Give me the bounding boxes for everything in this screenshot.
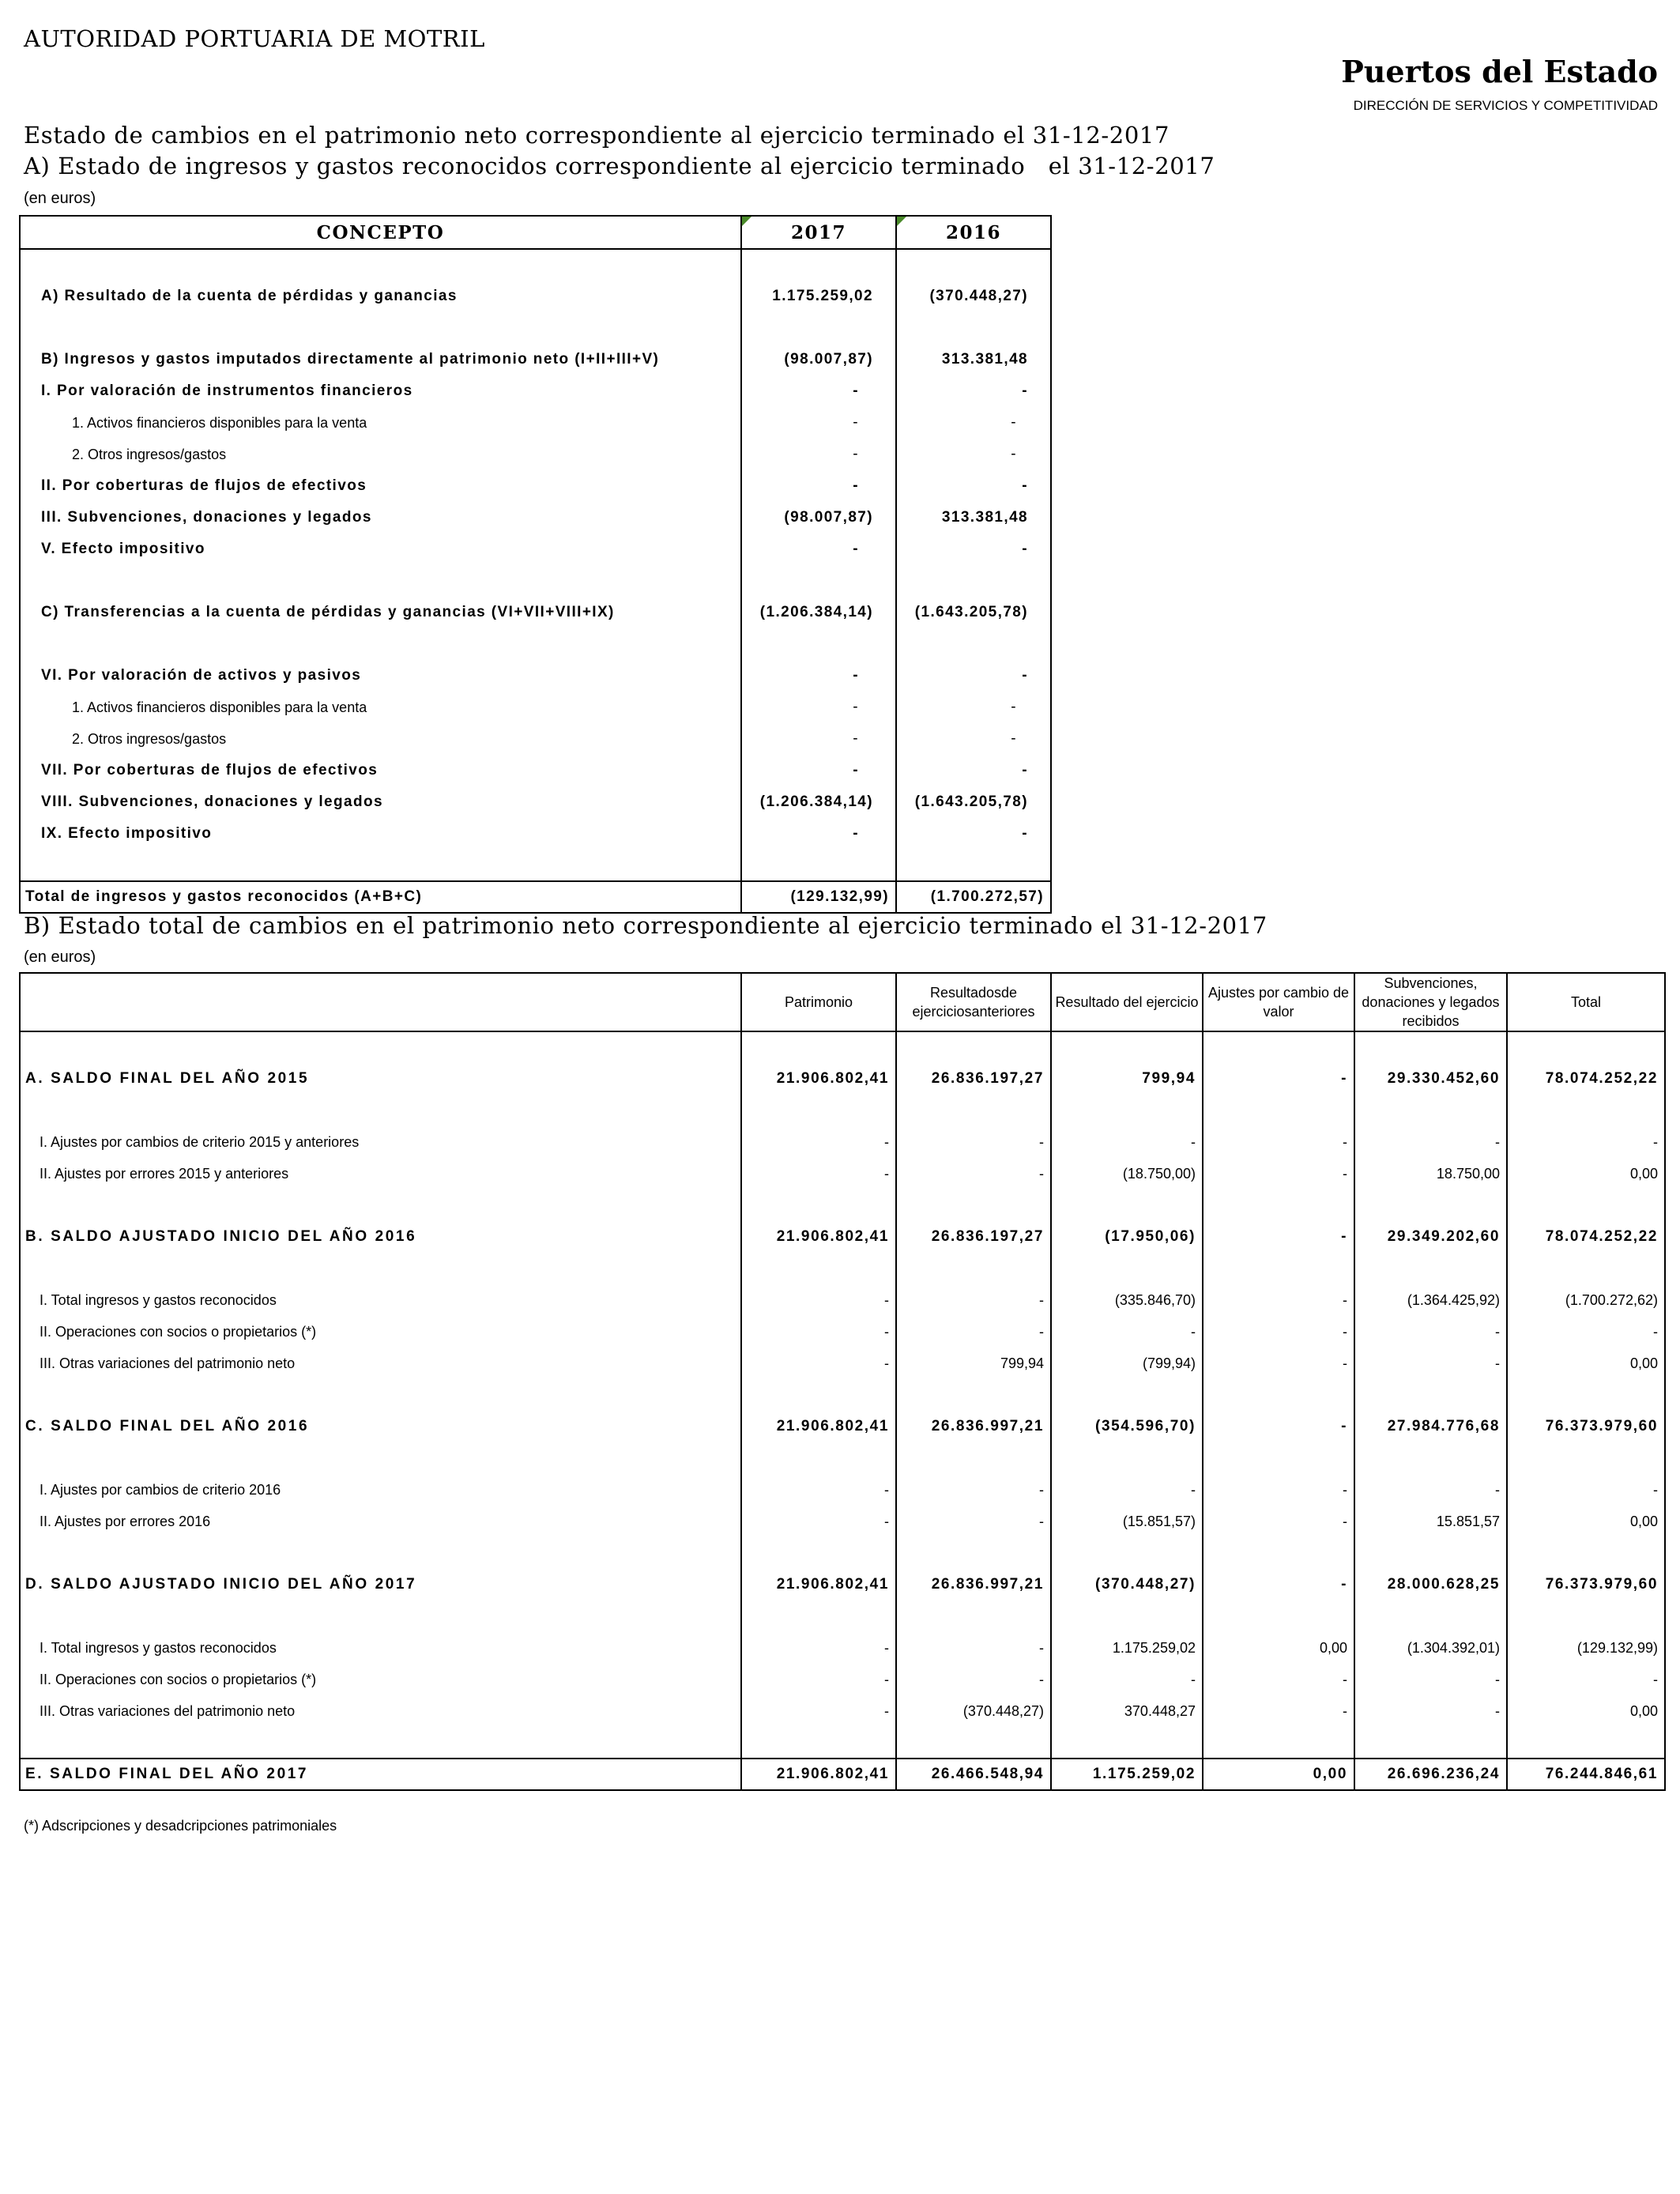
row-label: II. Ajustes por errores 2015 y anteriores [40,1165,289,1182]
spacer [741,312,896,344]
row-value-2017: (1.206.384,14) [741,786,896,818]
row-value: - [741,1316,896,1348]
row-value: - [896,1506,1051,1537]
spacer [1354,1095,1507,1126]
brand-title: Puertos del Estado [1341,54,1658,89]
row-value-2016: - [1022,667,1028,684]
row-value: 26.836.997,21 [896,1411,1051,1442]
spacer [20,1600,741,1632]
comment-marker-icon [742,217,751,226]
row-value-2017: - [741,407,896,439]
row-value: (17.950,06) [1051,1221,1203,1253]
spacer [1354,1379,1507,1411]
row-label: 2. Otros ingresos/gastos [20,723,741,755]
row-value: - [741,1474,896,1506]
row-value: (15.851,57) [1051,1506,1203,1537]
balance-row-label: E. SALDO FINAL DEL AÑO 2017 [20,1759,741,1790]
row-value: 1.175.259,02 [1051,1632,1203,1664]
row-value: 76.373.979,60 [1507,1411,1665,1442]
row-value-2017: - [741,692,896,723]
row-value: (335.846,70) [1051,1284,1203,1316]
header-resultado-ejercicio: Resultado del ejercicio [1051,973,1203,1031]
row-label: B) Ingresos y gastos imputados directamente al patrimonio neto (I+II+III+V) [20,344,741,375]
row-label: I. Por valoración de instrumentos financieros [20,375,741,407]
row-value: - [1354,1474,1507,1506]
row-label: 1. Activos financieros disponibles para la venta [20,407,741,439]
header-concept-empty [20,973,741,1031]
row-label: II. Operaciones con socios o propietarios (*) [40,1323,317,1340]
spacer [896,628,1051,660]
spacer [20,565,741,597]
footnote: (*) Adscripciones y desadcripciones patrimoniales [24,1818,337,1834]
spacer [741,850,896,881]
row-label: VII. Por coberturas de flujos de efectivos [20,755,741,786]
spacer [1354,1253,1507,1284]
row-value-2016: - [1011,414,1017,431]
spacer [1051,1442,1203,1474]
spacer [1203,1537,1354,1569]
row-value: 21.906.802,41 [741,1569,896,1600]
row-value: - [1507,1474,1665,1506]
balance-row-label: D. SALDO AJUSTADO INICIO DEL AÑO 2017 [25,1576,417,1593]
spacer [1354,1031,1507,1063]
row-value: - [896,1284,1051,1316]
spacer [1507,1253,1665,1284]
spacer [20,1442,741,1474]
row-value-2016: - [1022,541,1028,557]
row-value-2017: - [741,818,896,850]
spacer [20,850,741,881]
spacer [896,1253,1051,1284]
spacer [741,565,896,597]
spacer [896,249,1051,281]
row-value: 78.074.252,22 [1507,1221,1665,1253]
spacer [20,1727,741,1759]
row-label: IX. Efecto impositivo [20,818,741,850]
row-value: 0,00 [1507,1695,1665,1727]
row-value: 26.696.236,24 [1354,1759,1507,1790]
spacer [896,1600,1051,1632]
spacer [896,312,1051,344]
row-value: - [741,1126,896,1158]
spacer [1507,1727,1665,1759]
spacer [1203,1442,1354,1474]
row-value: - [1203,1348,1354,1379]
row-value: 0,00 [1203,1632,1354,1664]
row-label: I. Ajustes por cambios de criterio 2015 y anteriores [40,1133,360,1150]
row-value: 15.851,57 [1354,1506,1507,1537]
organization-name: AUTORIDAD PORTUARIA DE MOTRIL [24,25,485,52]
row-value: - [1051,1664,1203,1695]
row-value-2017: (1.206.384,14) [741,597,896,628]
row-value: 26.836.997,21 [896,1569,1051,1600]
row-value: - [896,1474,1051,1506]
row-value: - [741,1506,896,1537]
row-value: 21.906.802,41 [741,1063,896,1095]
spacer [741,1031,896,1063]
total-label: Total de ingresos y gastos reconocidos (A+B+C) [20,881,741,913]
row-label: I. Total ingresos y gastos reconocidos [40,1291,277,1308]
row-value: 799,94 [896,1348,1051,1379]
spacer [1507,1031,1665,1063]
row-value: (1.700.272,62) [1507,1284,1665,1316]
spacer [1051,1379,1203,1411]
row-value: - [1203,1695,1354,1727]
row-value: - [1203,1411,1354,1442]
row-value: (1.304.392,01) [1354,1632,1507,1664]
spacer [896,850,1051,881]
page-title: Estado de cambios en el patrimonio neto correspondiente al ejercicio terminado el 31-12-2017 [24,122,1170,149]
row-value: - [1354,1695,1507,1727]
spacer [1354,1189,1507,1221]
balance-row-label: A. SALDO FINAL DEL AÑO 2015 [25,1070,310,1087]
row-value-2016: 313.381,48 [941,509,1028,526]
spacer [896,1189,1051,1221]
comment-marker-icon [897,217,906,226]
balance-row-label: C. SALDO FINAL DEL AÑO 2016 [25,1418,310,1434]
header-year-2016 [896,216,1051,249]
spacer [1354,1600,1507,1632]
spacer [741,1442,896,1474]
row-value: - [1203,1316,1354,1348]
row-label: C) Transferencias a la cuenta de pérdidas y ganancias (VI+VII+VIII+IX) [20,597,741,628]
row-value: - [741,1348,896,1379]
balance-row-label: B. SALDO AJUSTADO INICIO DEL AÑO 2016 [25,1228,417,1245]
row-value: - [1354,1316,1507,1348]
row-label: 1. Activos financieros disponibles para la venta [20,692,741,723]
spacer [1203,1379,1354,1411]
row-value: - [1203,1284,1354,1316]
header-year-2017-label: 2017 [790,221,846,243]
spacer [20,249,741,281]
row-value: 799,94 [1051,1063,1203,1095]
equity-changes-table [19,972,1666,1791]
spacer [896,565,1051,597]
row-label: III. Otras variaciones del patrimonio neto [40,1702,296,1719]
spacer [741,1379,896,1411]
spacer [1507,1189,1665,1221]
row-value: 76.373.979,60 [1507,1569,1665,1600]
row-value: 0,00 [1203,1759,1354,1790]
row-value-2017: - [741,439,896,470]
row-value-2016: - [1011,730,1017,747]
row-value: - [741,1664,896,1695]
spacer [896,1442,1051,1474]
total-value-2016: (1.700.272,57) [896,881,1051,913]
spacer [1203,1600,1354,1632]
spacer [20,1189,741,1221]
row-value-2016: - [1022,477,1028,494]
row-value: - [1203,1569,1354,1600]
spacer [20,1095,741,1126]
spacer [1507,1537,1665,1569]
row-value-2016: (370.448,27) [929,288,1028,304]
row-label: 2. Otros ingresos/gastos [20,439,741,470]
spacer [896,1537,1051,1569]
row-value-2017: - [741,375,896,407]
spacer [741,1189,896,1221]
row-value-2017: - [741,533,896,565]
row-value-2017: 1.175.259,02 [741,281,896,312]
spacer [741,1253,896,1284]
header-concept: CONCEPTO [20,216,741,249]
section-a-title: A) Estado de ingresos y gastos reconocidos correspondiente al ejercicio terminado el 31-12-2017 [24,153,1215,179]
row-value: 29.330.452,60 [1354,1063,1507,1095]
row-label: II. Ajustes por errores 2016 [40,1513,211,1529]
spacer [1051,1189,1203,1221]
row-value: 26.466.548,94 [896,1759,1051,1790]
row-value: - [1203,1506,1354,1537]
header-ajustes-valor: Ajustes por cambio de valor [1203,973,1354,1031]
row-value: - [1203,1158,1354,1189]
department-name: DIRECCIÓN DE SERVICIOS Y COMPETITIVIDAD [1353,98,1658,113]
income-expense-table [19,215,1052,914]
row-value: - [1354,1348,1507,1379]
section-b-units: (en euros) [24,948,96,966]
row-value: - [1507,1664,1665,1695]
row-value-2017: - [741,755,896,786]
row-label: V. Efecto impositivo [20,533,741,565]
section-b-title: B) Estado total de cambios en el patrimonio neto correspondiente al ejercicio terminado el 31-12-2017 [24,912,1268,939]
row-value: - [896,1664,1051,1695]
row-value: 21.906.802,41 [741,1759,896,1790]
header-total: Total [1507,973,1665,1031]
row-value: - [1051,1474,1203,1506]
header-year-2017 [741,216,896,249]
row-value: 0,00 [1507,1506,1665,1537]
row-label: I. Ajustes por cambios de criterio 2016 [40,1481,281,1498]
spacer [1354,1442,1507,1474]
spacer [896,1095,1051,1126]
row-label: II. Operaciones con socios o propietarios (*) [40,1671,317,1687]
spacer [1354,1537,1507,1569]
spacer [1203,1031,1354,1063]
row-value-2017: (98.007,87) [741,502,896,533]
row-value: 0,00 [1507,1348,1665,1379]
row-value: 1.175.259,02 [1051,1759,1203,1790]
row-value: 26.836.197,27 [896,1063,1051,1095]
spacer [1507,1379,1665,1411]
row-value-2017: - [741,660,896,692]
row-value: (370.448,27) [1051,1569,1203,1600]
row-value: 21.906.802,41 [741,1411,896,1442]
row-value: - [1203,1126,1354,1158]
spacer [20,1537,741,1569]
row-label: I. Total ingresos y gastos reconocidos [40,1639,277,1656]
spacer [1051,1600,1203,1632]
spacer [1051,1537,1203,1569]
row-value: (129.132,99) [1507,1632,1665,1664]
spacer [1051,1727,1203,1759]
spacer [1507,1600,1665,1632]
row-label: III. Otras variaciones del patrimonio neto [40,1355,296,1371]
header-resultados-anteriores: Resultadosde ejerciciosanteriores [896,973,1051,1031]
row-value: - [1507,1126,1665,1158]
spacer [1051,1031,1203,1063]
spacer [1051,1095,1203,1126]
row-value: - [1507,1316,1665,1348]
row-value: 18.750,00 [1354,1158,1507,1189]
row-value-2016: - [1022,383,1028,399]
header-year-2016-label: 2016 [945,221,1001,243]
row-value: 370.448,27 [1051,1695,1203,1727]
row-value: 27.984.776,68 [1354,1411,1507,1442]
row-value: 29.349.202,60 [1354,1221,1507,1253]
spacer [20,1253,741,1284]
row-value: (354.596,70) [1051,1411,1203,1442]
row-value: 78.074.252,22 [1507,1063,1665,1095]
row-value: - [741,1158,896,1189]
spacer [20,1031,741,1063]
row-value-2016: - [1011,699,1017,715]
row-value: (1.364.425,92) [1354,1284,1507,1316]
row-value: - [896,1632,1051,1664]
row-label: A) Resultado de la cuenta de pérdidas y ganancias [20,281,741,312]
row-value-2016: (1.643.205,78) [914,604,1028,620]
row-value: - [1051,1316,1203,1348]
row-value: - [741,1695,896,1727]
row-value-2016: - [1011,446,1017,462]
row-value-2016: (1.643.205,78) [914,794,1028,810]
spacer [741,1600,896,1632]
spacer [1507,1095,1665,1126]
row-value: 76.244.846,61 [1507,1759,1665,1790]
row-value: - [1203,1221,1354,1253]
spacer [896,1031,1051,1063]
row-label: II. Por coberturas de flujos de efectivos [20,470,741,502]
row-value: - [1203,1474,1354,1506]
header-patrimonio: Patrimonio [741,973,896,1031]
spacer [896,1727,1051,1759]
row-value: (18.750,00) [1051,1158,1203,1189]
row-value: 21.906.802,41 [741,1221,896,1253]
row-value-2016: - [1022,762,1028,778]
row-value: - [896,1126,1051,1158]
spacer [1354,1727,1507,1759]
spacer [896,1379,1051,1411]
spacer [1203,1189,1354,1221]
spacer [1051,1253,1203,1284]
row-value: (370.448,27) [896,1695,1051,1727]
row-value: - [1203,1664,1354,1695]
row-value-2016: - [1022,825,1028,842]
row-value-2017: - [741,470,896,502]
spacer [1203,1727,1354,1759]
spacer [20,312,741,344]
row-value: 0,00 [1507,1158,1665,1189]
spacer [20,1379,741,1411]
spacer [741,1537,896,1569]
row-value-2017: - [741,723,896,755]
row-value: 26.836.197,27 [896,1221,1051,1253]
row-value-2017: (98.007,87) [741,344,896,375]
row-value-2016: 313.381,48 [941,351,1028,368]
spacer [1203,1253,1354,1284]
row-label: VI. Por valoración de activos y pasivos [20,660,741,692]
spacer [741,249,896,281]
spacer [741,628,896,660]
row-value: 28.000.628,25 [1354,1569,1507,1600]
spacer [20,628,741,660]
spacer [1203,1095,1354,1126]
header-subvenciones: Subvenciones, donaciones y legados recibidos [1354,973,1507,1031]
spacer [1507,1442,1665,1474]
row-value: - [1051,1126,1203,1158]
row-value: - [896,1158,1051,1189]
row-value: (799,94) [1051,1348,1203,1379]
row-value: - [896,1316,1051,1348]
row-value: - [1354,1126,1507,1158]
row-value: - [1354,1664,1507,1695]
spacer [741,1095,896,1126]
section-a-units: (en euros) [24,190,96,207]
row-label: VIII. Subvenciones, donaciones y legados [20,786,741,818]
row-label: III. Subvenciones, donaciones y legados [20,502,741,533]
row-value: - [741,1632,896,1664]
spacer [741,1727,896,1759]
row-value: - [1203,1063,1354,1095]
total-value-2017: (129.132,99) [741,881,896,913]
row-value: - [741,1284,896,1316]
